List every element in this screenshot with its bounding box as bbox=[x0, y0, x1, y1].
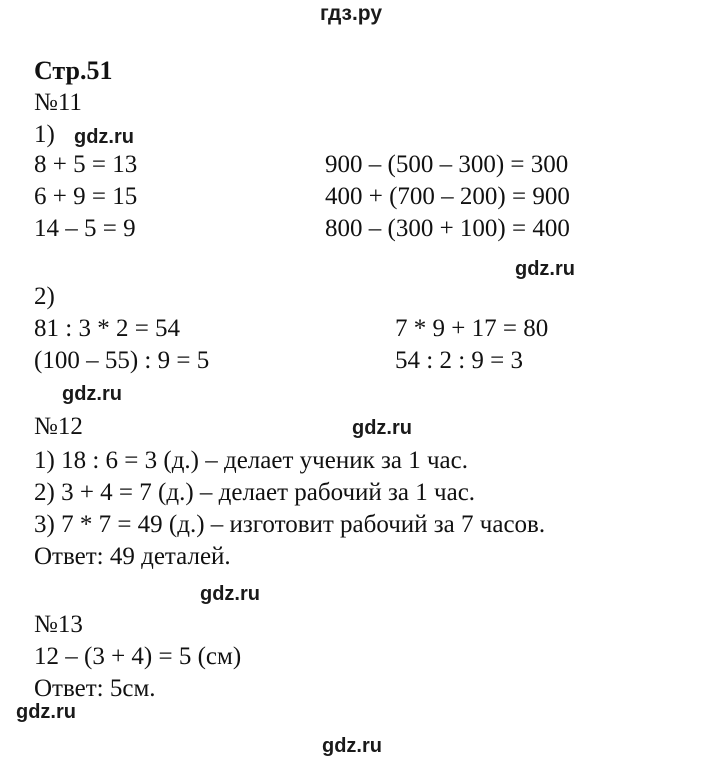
equation: 7 * 9 + 17 = 80 bbox=[395, 315, 549, 342]
solution-line: 2) 3 + 4 = 7 (д.) – делает рабочий за 1 час. bbox=[34, 479, 476, 506]
equation: 900 – (500 – 300) = 300 bbox=[325, 151, 569, 178]
equation: 81 : 3 * 2 = 54 bbox=[34, 315, 181, 342]
watermark: gdz.ru bbox=[322, 735, 382, 757]
page-title: Стр.51 bbox=[34, 56, 113, 85]
exercise-12-number: №12 bbox=[34, 413, 83, 440]
watermark: gdz.ru bbox=[515, 258, 575, 280]
equation: 14 – 5 = 9 bbox=[34, 215, 136, 242]
watermark: gdz.ru bbox=[352, 417, 412, 439]
watermark: gdz.ru bbox=[16, 701, 76, 723]
equation: 8 + 5 = 13 bbox=[34, 151, 138, 178]
exercise-11-number: №11 bbox=[34, 89, 82, 116]
exercise-13-number: №13 bbox=[34, 611, 83, 638]
equation: 800 – (300 + 100) = 400 bbox=[325, 215, 570, 242]
site-header: гдз.ру bbox=[320, 2, 383, 25]
watermark: gdz.ru bbox=[74, 126, 134, 148]
answer-line: Ответ: 5см. bbox=[34, 675, 156, 702]
equation: (100 – 55) : 9 = 5 bbox=[34, 347, 210, 374]
exercise-11-part2-label: 2) bbox=[34, 283, 55, 310]
equation: 400 + (700 – 200) = 900 bbox=[325, 183, 570, 210]
watermark: gdz.ru bbox=[62, 383, 122, 405]
solution-line: 12 – (3 + 4) = 5 (см) bbox=[34, 643, 242, 670]
watermark: gdz.ru bbox=[200, 583, 260, 605]
solution-line: 1) 18 : 6 = 3 (д.) – делает ученик за 1 час. bbox=[34, 447, 468, 474]
equation: 54 : 2 : 9 = 3 bbox=[395, 347, 523, 374]
answer-line: Ответ: 49 деталей. bbox=[34, 543, 231, 570]
exercise-11-part1-label: 1) bbox=[34, 121, 55, 148]
solution-line: 3) 7 * 7 = 49 (д.) – изготовит рабочий за 7 часов. bbox=[34, 511, 546, 538]
equation: 6 + 9 = 15 bbox=[34, 183, 138, 210]
